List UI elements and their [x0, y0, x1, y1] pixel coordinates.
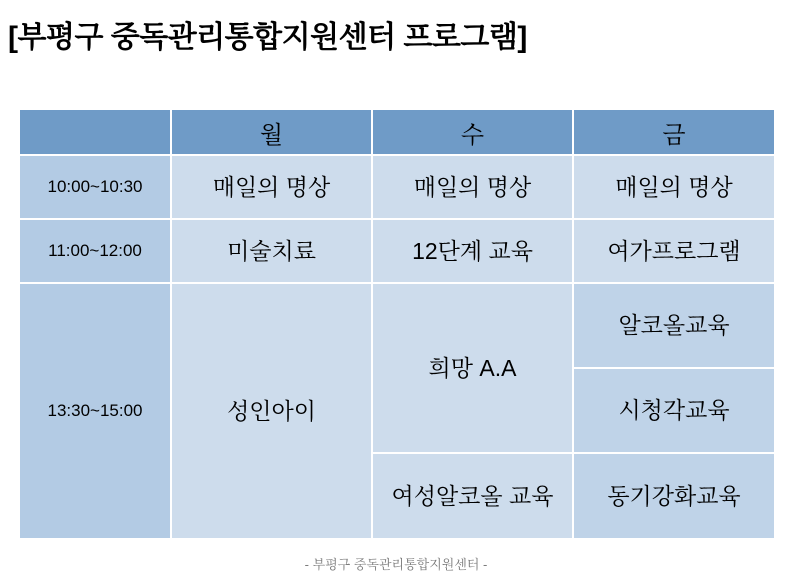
cell-fri-slot1: 매일의 명상 [573, 155, 775, 219]
time-slot-1: 10:00~10:30 [19, 155, 171, 219]
table-header-friday: 금 [573, 109, 775, 155]
table-header-corner [19, 109, 171, 155]
time-slot-2: 11:00~12:00 [19, 219, 171, 283]
table-row [19, 219, 775, 283]
cell-wed-slot3-a: 희망 A.A [372, 283, 573, 453]
footer-note: - 부평구 중독관리통합지원센터 - [304, 557, 488, 572]
cell-mon-slot1: 매일의 명상 [171, 155, 372, 219]
cell-wed-slot1: 매일의 명상 [372, 155, 573, 219]
page-title: [부평구 중독관리통합지원센터 프로그램] [8, 21, 527, 54]
cell-fri-slot3-c: 동기강화교육 [573, 453, 775, 539]
cell-fri-slot3-a: 알코올교육 [573, 283, 775, 368]
table-row [19, 283, 775, 368]
cell-fri-slot3-b: 시청각교육 [573, 368, 775, 453]
table-header-row [19, 109, 775, 155]
table-header-monday: 월 [171, 109, 372, 155]
table-header-wednesday: 수 [372, 109, 573, 155]
table-row [19, 155, 775, 219]
cell-wed-slot2: 12단계 교육 [372, 219, 573, 283]
cell-mon-slot2: 미술치료 [171, 219, 372, 283]
time-slot-3: 13:30~15:00 [19, 283, 171, 539]
program-schedule-table [18, 108, 776, 540]
cell-fri-slot2: 여가프로그램 [573, 219, 775, 283]
cell-mon-slot3: 성인아이 [171, 283, 372, 539]
cell-wed-slot3-b: 여성알코올 교육 [372, 453, 573, 539]
